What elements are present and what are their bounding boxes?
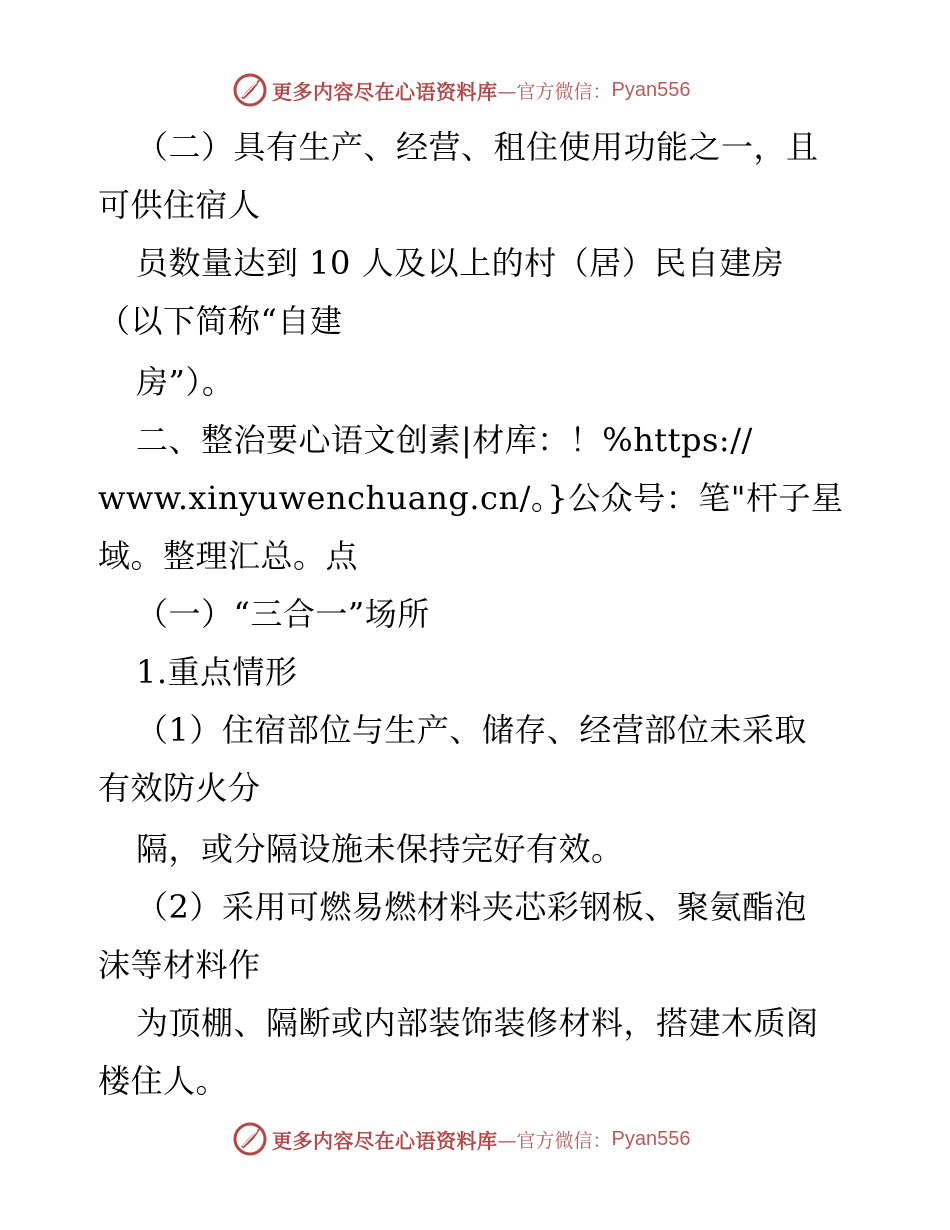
feather-seal-icon [232,72,268,108]
text-line: （以下简称“自建 [98,302,343,340]
watermark-suffix-text: —官方微信： [497,80,612,103]
text-line: （一）“三合一”场所 [136,595,430,633]
text-line: （1）住宿部位与生产、储存、经营部位未采取 [136,711,807,749]
text-line: www.xinyuwenchuang.cn/。}公众号：笔"杆子星 [98,479,844,517]
feather-seal-icon [232,1121,268,1157]
text-line: 员数量达到 10 人及以上的村（居）民自建房 [136,244,785,282]
watermark-account-id: Pyan556 [611,78,691,101]
text-line: 为顶棚、隔断或内部装饰装修材料，搭建木质阁 [136,1004,819,1042]
text-line: （二）具有生产、经营、租住使用功能之一，且 [136,128,819,166]
text-line: 1.重点情形 [136,653,298,691]
watermark-suffix-text: —官方微信： [497,1129,612,1152]
text-line: （2）采用可燃易燃材料夹芯彩钢板、聚氨酯泡 [136,888,807,926]
watermark-header [232,72,690,108]
text-line: 可供住宿人 [98,186,261,224]
text-line: 域。整理汇总。点 [98,537,359,575]
text-line: 房”）。 [136,363,235,401]
watermark-account-id: Pyan556 [611,1127,691,1150]
text-line: 沫等材料作 [98,946,261,984]
text-line: 有效防火分 [98,769,261,807]
text-line: 隔，或分隔设施未保持完好有效。 [136,830,624,868]
text-line: 楼住人。 [98,1062,229,1100]
watermark-main-text: 更多内容尽在心语资料库 [272,1128,498,1153]
text-line: 二、整治要心语文创素|材库：！%https:// [136,421,753,459]
watermark-main-text: 更多内容尽在心语资料库 [272,79,498,104]
watermark-footer [232,1121,690,1157]
